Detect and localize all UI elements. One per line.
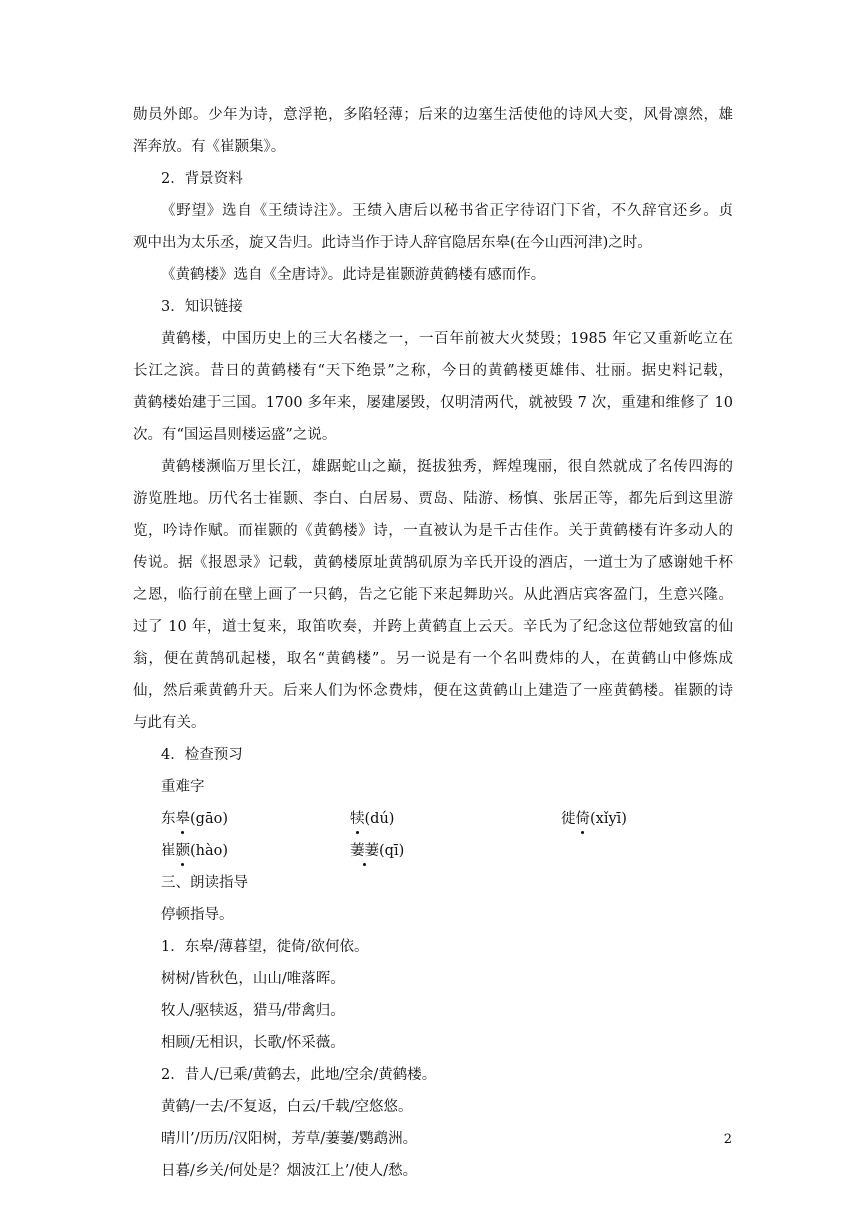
paragraph-line: 传说。据《报恩录》记载，黄鹤楼原址黄鹄矶原为辛氏开设的酒店，一道士为了感谢她千杯: [133, 555, 733, 571]
paragraph-line: 观中出为太乐丞，旋又告归。此诗当作于诗人辞官隐居东皋(在今山西河津)之时。: [133, 235, 652, 251]
emphasis-char: 萋萋: [350, 843, 379, 859]
paragraph-line: 黄鹤楼濒临万里长江，雄踞蛇山之巅，挺拔独秀，辉煌瑰丽，很自然就成了名传四海的: [161, 459, 733, 475]
poem-line: 1．东皋/薄暮望，徙倚/欲何依。: [161, 939, 369, 955]
paragraph-line: 仙，然后乘黄鹤升天。后来人们为怀念费炜，便在这黄鹤山上建造了一座黄鹤楼。崔颢的诗: [133, 683, 733, 699]
emphasis-char: 颢: [175, 843, 190, 859]
poem-line: 树树/皆秋色，山山/唯落晖。: [161, 971, 345, 987]
paragraph-line: 次。有“国运昌则楼运盛”之说。: [133, 427, 337, 443]
paragraph-line: 过了 10 年，道士复来，取笛吹奏，并跨上黄鹤直上云天。辛氏为了纪念这位帮她致富的仙: [133, 619, 733, 635]
emphasis-char: 皋: [175, 811, 190, 827]
poem-line: 晴川’/历历/汉阳树，芳草/萋萋/鹦鹉洲。: [161, 1131, 418, 1147]
emphasis-char: 犊: [350, 811, 365, 827]
paragraph-line: 《野望》选自《王绩诗注》。王绩入唐后以秘书省正字待诏门下省，不久辞官还乡。贞: [161, 203, 733, 219]
section-heading-preview: 4．检查预习: [161, 747, 243, 763]
poem-line: 2．昔人/已乘/黄鹤去，此地/空余/黄鹤楼。: [161, 1067, 437, 1083]
poem-line: 牧人/驱犊返，猎马/带禽归。: [161, 1003, 345, 1019]
paragraph-line: 览，吟诗作赋。而崔颢的《黄鹤楼》诗，一直被认为是千古佳作。关于黄鹤楼有许多动人的: [133, 523, 733, 539]
char-item: 东皋(gāo): [161, 811, 228, 827]
emphasis-char: 倚: [575, 811, 590, 827]
paragraph-line: 《黄鹤楼》选自《全唐诗》。此诗是崔颢游黄鹤楼有感而作。: [161, 267, 546, 283]
char-item: 崔颢(hào): [161, 843, 229, 859]
subheading-difficult-chars: 重难字: [161, 779, 205, 795]
page-number: 2: [723, 1132, 732, 1147]
section-heading-reading: 三、朗读指导: [161, 875, 248, 891]
paragraph-line: 翁，便在黄鹄矶起楼，取名“黄鹤楼”。另一说是有一个名叫费炜的人，在黄鹤山中修炼成: [133, 651, 733, 667]
paragraph-line: 与此有关。: [133, 715, 206, 731]
paragraph-line: 游览胜地。历代名士崔颢、李白、白居易、贾岛、陆游、杨慎、张居正等，都先后到这里游: [133, 491, 733, 507]
poem-line: 相顾/无相识，长歌/怀采薇。: [161, 1035, 345, 1051]
section-heading-knowledge: 3．知识链接: [161, 299, 243, 315]
paragraph-line: 之恩，临行前在壁上画了一只鹤，告之它能下来起舞助兴。从此酒店宾客盈门，生意兴隆。: [133, 587, 733, 603]
char-item: 徙倚(xǐyī): [561, 811, 627, 827]
paragraph-line: 黄鹤楼，中国历史上的三大名楼之一，一百年前被大火焚毁；1985 年它又重新屹立在: [161, 331, 733, 347]
char-item: 犊(dú): [350, 811, 395, 827]
section-heading-background: 2．背景资料: [161, 171, 243, 187]
intro-line-2: 浑奔放。有《崔颢集》。: [133, 139, 286, 155]
intro-line-1: 勋员外郎。少年为诗，意浮艳，多陷轻薄；后来的边塞生活使他的诗风大变，风骨凛然，雄: [133, 107, 733, 123]
paragraph-line: 黄鹤楼始建于三国。1700 多年来，屡建屡毁，仅明清两代，就被毁 7 次，重建和维修了 10: [133, 395, 733, 411]
paragraph-line: 长江之滨。昔日的黄鹤楼有“天下绝景”之称，今日的黄鹤楼更雄伟、壮丽。据史料记载，: [133, 363, 733, 379]
poem-line: 日暮/乡关/何处是？烟波江上’/使人/愁。: [161, 1163, 418, 1179]
reading-subheading: 停顿指导。: [161, 907, 234, 923]
poem-line: 黄鹤/一去/不复返，白云/千载/空悠悠。: [161, 1099, 413, 1115]
char-item: 萋萋(qī): [350, 843, 405, 859]
